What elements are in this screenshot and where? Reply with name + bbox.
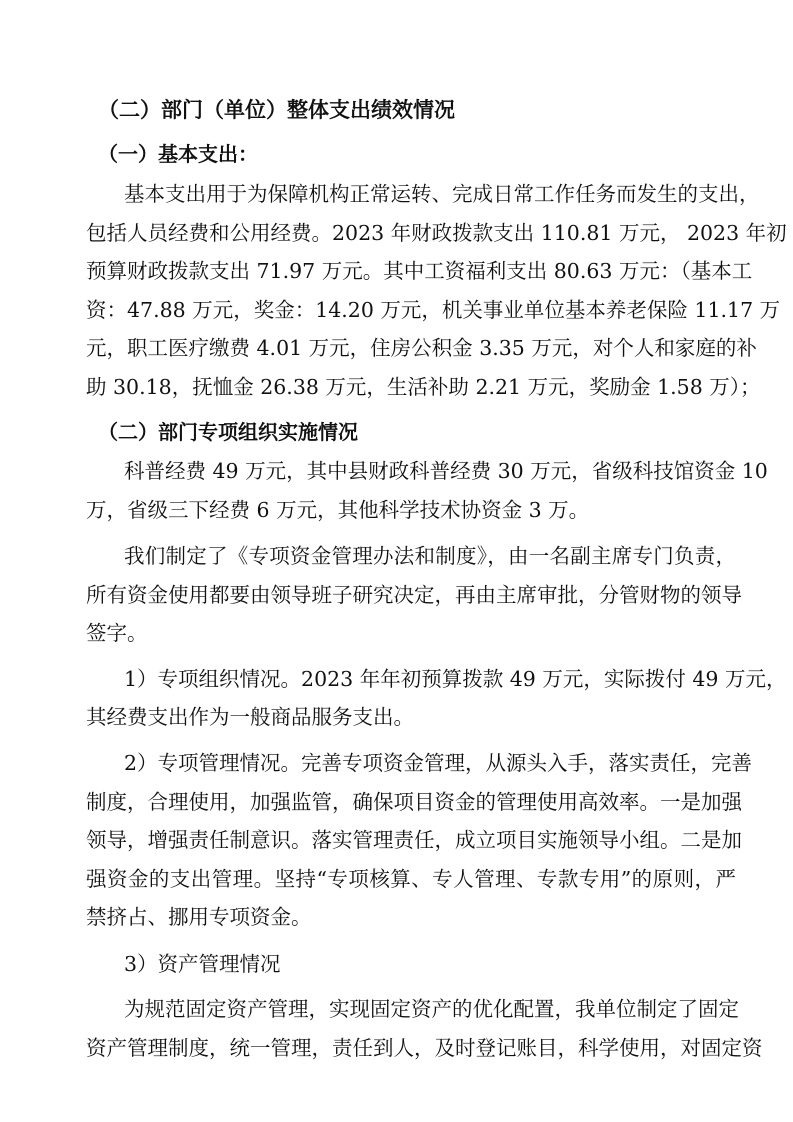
basic-line-3: 预算财政拨款支出 71.97 万元。其中工资福利支出 80.63 万元：（基本工: [86, 259, 753, 283]
item2-line-4: 强资金的支出管理。坚持“专项核算、专人管理、专款专用”的原则，严: [86, 867, 736, 891]
rules-line-1: 我们制定了《专项资金管理办法和制度》，由一名副主席专门负责，: [124, 544, 736, 568]
basic-line-4: 资：47.88 万元，奖金：14.20 万元，机关事业单位基本养老保险 11.17 万: [86, 298, 781, 322]
basic-line-5: 元，职工医疗缴费 4.01 万元，住房公积金 3.35 万元，对个人和家庭的补: [86, 336, 757, 360]
rules-line-2: 所有资金使用都要由领导班子研究决定，再由主席审批，分管财物的领导: [86, 583, 742, 607]
assets-line-2: 资产管理制度，统一管理，责任到人，及时登记账目，科学使用，对固定资: [86, 1036, 763, 1060]
funds-line-2: 万，省级三下经费 6 万元，其他科学技术协资金 3 万。: [86, 498, 590, 522]
assets-line-1: 为规范固定资产管理，实现固定资产的优化配置，我单位制定了固定: [124, 997, 739, 1021]
item2-line-2: 制度，合理使用，加强监管，确保项目资金的管理使用高效率。一是加强: [86, 790, 742, 814]
item2-line-3: 领导，增强责任制意识。落实管理责任，成立项目实施领导小组。二是加: [86, 828, 742, 852]
item2-line-1: 2）专项管理情况。完善专项资金管理，从源头入手，落实责任，完善: [124, 751, 753, 775]
basic-line-6: 助 30.18，抚恤金 26.38 万元，生活补助 2.21 万元，奖励金 1.58 万）；: [86, 375, 761, 399]
item2-line-5: 禁挤占、挪用专项资金。: [86, 905, 312, 929]
item1-line-1: 1）专项组织情况。2023 年年初预算拨款 49 万元，实际拨付 49 万元，: [124, 667, 787, 691]
basic-expenditure-heading: （一）基本支出：: [98, 142, 258, 166]
special-project-heading: （二）部门专项组织实施情况: [98, 420, 358, 444]
item1-line-2: 其经费支出作为一般商品服务支出。: [86, 705, 414, 729]
section-heading: （二）部门（单位）整体支出绩效情况: [98, 98, 455, 122]
basic-line-1: 基本支出用于为保障机构正常运转、完成日常工作任务而发生的支出，: [124, 182, 760, 206]
item3-heading: 3）资产管理情况: [124, 952, 281, 976]
funds-line-1: 科普经费 49 万元，其中县财政科普经费 30 万元，省级科技馆资金 10: [124, 459, 768, 483]
basic-line-2: 包括人员经费和公用经费。2023 年财政拨款支出 110.81 万元， 2023 年初: [86, 221, 787, 245]
rules-line-3: 签字。: [86, 621, 148, 645]
